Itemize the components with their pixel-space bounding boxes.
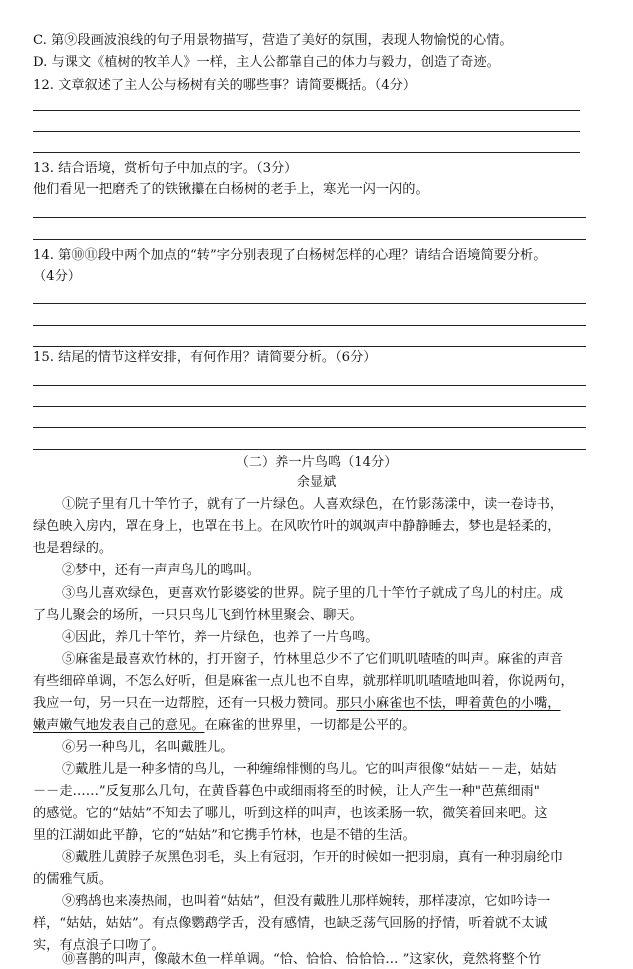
passage-line: ⑦戴胜儿是一种多情的鸟儿，一种缠绵悱恻的鸟儿。它的叫声很像“姑姑－－走，姑姑	[62, 762, 557, 777]
underlined-sentence: 嫩声嫩气地发表自己的意见。	[33, 718, 205, 733]
passage-title: （二）养一片鸟鸣（14分）	[235, 455, 398, 470]
answer-line	[33, 217, 586, 218]
underlined-sentence: 那只小麻雀也不怯，呷着黄色的小嘴，	[336, 696, 561, 711]
question-14: 14. 第⑩⑪段中两个加点的“转”字分别表现了白杨树怎样的心理？请结合语境简要分析。	[33, 248, 547, 263]
passage-line: ⑨鸦鸪也来凑热闹，也叫着“姑姑”，但没有戴胜儿那样婉转，那样凄凉，它如吟诗一	[62, 894, 551, 909]
passage-line: 里的江湖如此平静，它的“姑姑”和它携手竹林，也是不错的生活。	[33, 828, 416, 843]
question-15: 15. 结尾的情节这样安排，有何作用？请简要分析。（6分）	[33, 350, 377, 365]
passage-line-with-underline	[33, 717, 415, 735]
answer-line	[33, 131, 580, 132]
passage-line: ⑧戴胜儿黄脖子灰黑色羽毛，头上有冠羽，乍开的时候如一把羽扇，真有一种羽扇纶巾	[62, 850, 564, 865]
option-c: C. 第⑨段画波浪线的句子用景物描写，营造了美好的氛围，表现人物愉悦的心情。	[33, 33, 513, 48]
passage-line: 的感觉。它的“姑姑”不知去了哪儿，听到这样的叫声，也该柔肠一软，微笑着回来吧。这	[33, 806, 548, 821]
passage-line: ①院子里有几十竿竹子，就有了一片绿色。人喜欢绿色，在竹影荡漾中，读一卷诗书，	[62, 497, 564, 512]
passage-line: 绿色映入房内，罩在身上，也罩在书上。在风吹竹叶的飒飒声中静静睡去，梦也是轻柔的，	[33, 519, 561, 534]
passage-line: ⑤麻雀是最喜欢竹林的，打开窗子，竹林里总少不了它们叽叽喳喳的叫声。麻雀的声音	[62, 652, 564, 667]
answer-line	[33, 385, 586, 386]
passage-line: ⑩喜鹊的叫声，像敲木鱼一样单调。“恰、恰恰、恰恰恰… ”这家伙，竟然将整个竹	[62, 952, 542, 967]
answer-line	[33, 110, 580, 111]
passage-line: 也是碧绿的。	[33, 541, 113, 556]
answer-line	[33, 449, 586, 450]
answer-line	[33, 406, 586, 407]
option-d: D. 与课文《植树的牧羊人》一样，主人公都靠自己的体力与毅力，创造了奇迹。	[33, 55, 500, 70]
answer-line	[33, 303, 586, 304]
passage-line: 样，“姑姑，姑姑”。有点像鹦鹉学舌，没有感情，也缺乏荡气回肠的抒情，听着就不太诚	[33, 916, 548, 931]
passage-line: 实，有点浪子口吻了。	[33, 938, 165, 953]
passage-line: ⑥另一种鸟儿，名叫戴胜儿。	[62, 740, 234, 755]
answer-line	[33, 427, 586, 428]
answer-line	[33, 239, 586, 240]
passage-line: 有些细碎单调，不怎么好听，但是麻雀一点儿也不自卑，就那样叽叽喳喳地叫着，你说两句，	[33, 674, 574, 689]
passage-line-with-underline	[33, 695, 561, 713]
question-14-score: （4分）	[33, 269, 81, 284]
passage-author: 余显斌	[296, 475, 337, 490]
passage-line: －－走……”反复那么几句，在黄昏暮色中或细雨将至的时候，让人产生一种"芭蕉细雨"	[33, 784, 540, 799]
answer-line	[33, 346, 586, 347]
answer-line	[33, 152, 580, 153]
passage-line: ②梦中，还有一声声鸟儿的鸣叫。	[62, 563, 260, 578]
passage-text: 我应一句，另一只在一边帮腔，还有一只极力赞同。	[33, 696, 337, 711]
question-12: 12. 文章叙述了主人公与杨树有关的哪些事？请简要概括。（4分）	[33, 78, 417, 93]
passage-line: ④因此，养几十竿竹，养一片绿色，也养了一片鸟鸣。	[62, 630, 379, 645]
passage-text: 在麻雀的世界里，一切都是公平的。	[204, 718, 416, 733]
question-13: 13. 结合语境，赏析句子中加点的字。（3分）	[33, 161, 298, 176]
answer-line	[33, 325, 586, 326]
passage-line: 的儒雅气质。	[33, 872, 113, 887]
passage-line: 了鸟儿聚会的场所，一只只鸟儿飞到竹林里聚会、聊天。	[33, 608, 363, 623]
passage-line: ③鸟儿喜欢绿色，更喜欢竹影婆娑的世界。院子里的几十竿竹子就成了鸟儿的村庄。成	[62, 586, 564, 601]
question-13-sentence: 他们看见一把磨秃了的铁锹攥在白杨树的老手上，寒光一闪一闪的。	[33, 182, 429, 197]
